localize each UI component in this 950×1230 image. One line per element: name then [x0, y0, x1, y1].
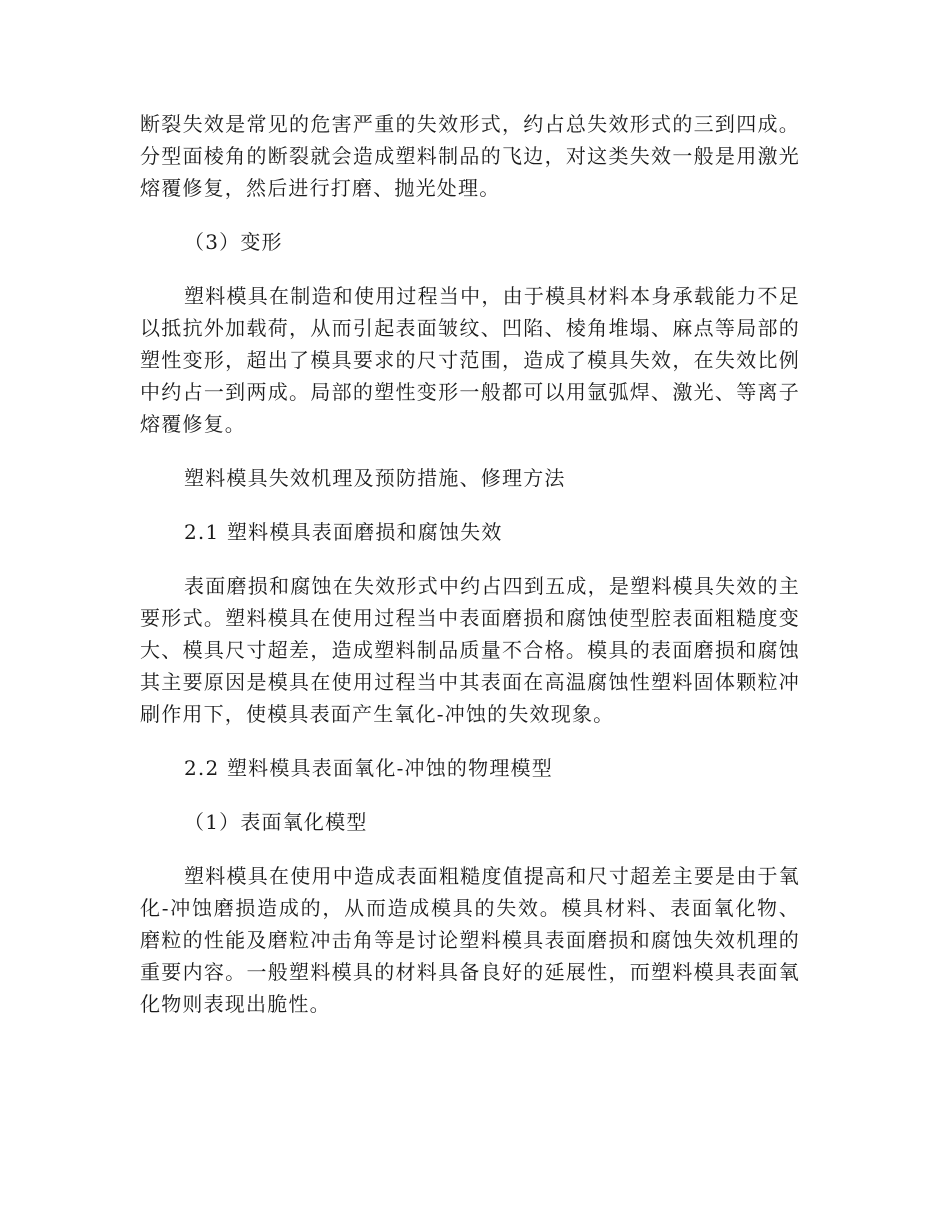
paragraph-fracture: 断裂失效是常见的危害严重的失效形式，约占总失效形式的三到四成。分型面棱角的断裂就会造成塑料制品的飞边，对这类失效一般是用激光熔覆修复，然后进行打磨、抛光处理。 [140, 112, 800, 200]
paragraph-oxidation-model: 塑料模具在使用中造成表面粗糙度值提高和尺寸超差主要是由于氧化-冲蚀磨损造成的，从而造成模具的失效。模具材料、表面氧化物、磨粒的性能及磨粒冲击角等是讨论塑料模具表面磨损和腐蚀失效机理的重要内容。一般塑料模具的材料具备良好的延展性，而塑料模具表面氧化物则表现出脆性。 [140, 864, 800, 1016]
heading-oxidation-model: （1）表面氧化模型 [184, 810, 368, 834]
heading-deformation: （3）变形 [184, 230, 283, 254]
heading-section-2-1: 2.1 塑料模具表面磨损和腐蚀失效 [184, 520, 503, 544]
paragraph-wear-corrosion: 表面磨损和腐蚀在失效形式中约占四到五成，是塑料模具失效的主要形式。塑料模具在使用过程当中表面磨损和腐蚀使型腔表面粗糙度变大、模具尺寸超差，造成塑料制品质量不合格。模具的表面磨损和腐蚀其主要原因是模具在使用过程当中其表面在高温腐蚀性塑料固体颗粒冲刷作用下，使模具表面产生氧化-冲蚀的失效现象。 [140, 574, 800, 726]
heading-failure-mechanism: 塑料模具失效机理及预防措施、修理方法 [184, 466, 566, 490]
heading-section-2-2: 2.2 塑料模具表面氧化-冲蚀的物理模型 [184, 756, 553, 780]
paragraph-deformation: 塑料模具在制造和使用过程当中，由于模具材料本身承载能力不足以抵抗外加载荷，从而引起表面皱纹、凹陷、棱角堆塌、麻点等局部的塑性变形，超出了模具要求的尺寸范围，造成了模具失效，在失效比例中约占一到两成。局部的塑性变形一般都可以用氩弧焊、激光、等离子熔覆修复。 [140, 284, 800, 436]
document-page [140, 108, 800, 1020]
